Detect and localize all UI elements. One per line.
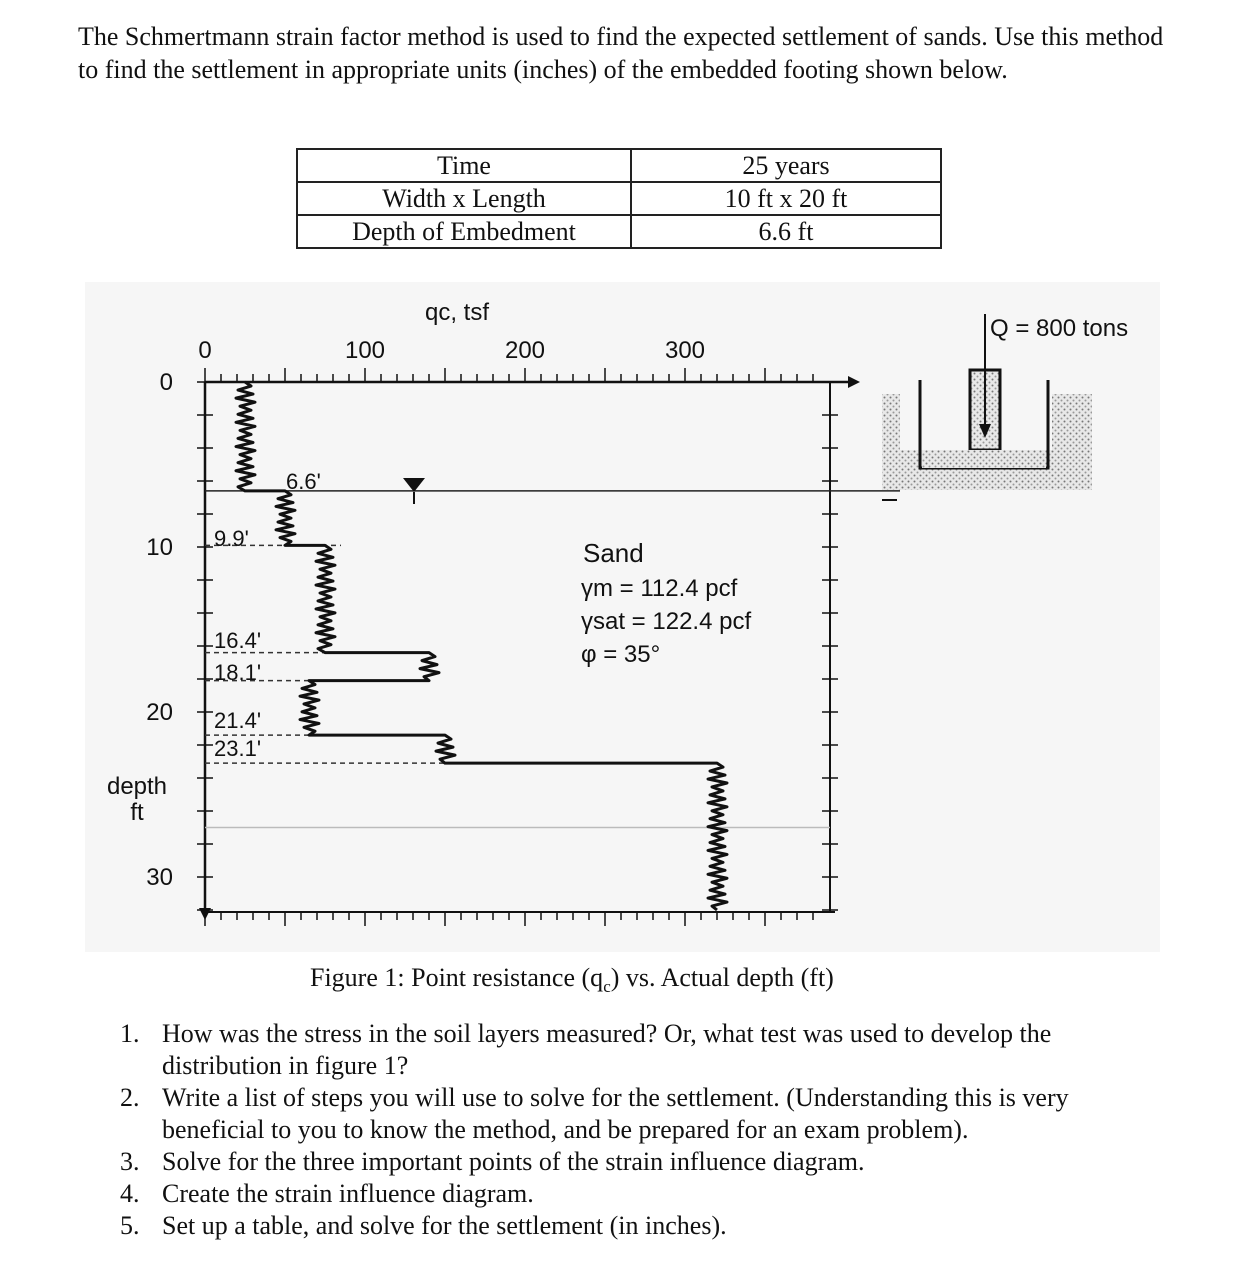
- x-tick-label: 300: [664, 337, 706, 364]
- x-axis-title: qc, tsf: [424, 299, 490, 326]
- question-item: [120, 1178, 1160, 1210]
- question-number: 4.: [120, 1179, 140, 1208]
- question-item: [120, 1082, 1160, 1146]
- water-table-icon: [403, 478, 425, 492]
- y-axis-unit: ft: [130, 799, 144, 826]
- caption-subscript: c: [603, 977, 611, 997]
- parameters-table: [296, 148, 942, 249]
- tick-marks: [197, 368, 838, 926]
- soil-saturated-unit-weight: γsat = 122.4 pcf: [581, 608, 752, 635]
- question-text: Solve for the three important points of the strain influence diagram.: [162, 1147, 865, 1176]
- depth-label: 16.4': [214, 628, 262, 653]
- y-axis-title: depth: [106, 773, 168, 800]
- param-value: 10 ft x 20 ft: [631, 182, 941, 215]
- cpt-figure: [85, 282, 1160, 952]
- table-row: [297, 215, 941, 248]
- question-item: [120, 1146, 1160, 1178]
- y-tick-label: 30: [146, 864, 173, 891]
- question-list: [120, 1018, 1160, 1242]
- param-value: 6.6 ft: [631, 215, 941, 248]
- depth-label: 18.1': [214, 660, 262, 685]
- question-text: Set up a table, and solve for the settlement (in inches).: [162, 1211, 727, 1240]
- soil-friction-angle: φ = 35°: [581, 641, 661, 668]
- y-tick-label: 20: [146, 699, 173, 726]
- question-number: 2.: [120, 1083, 140, 1112]
- cpt-chart: [85, 282, 1160, 952]
- depth-label: 23.1': [214, 736, 262, 761]
- x-tick-label: 200: [504, 337, 546, 364]
- layer-lines: [205, 491, 900, 828]
- table-row: [297, 149, 941, 182]
- question-number: 1.: [120, 1019, 140, 1048]
- x-tick-label: 0: [198, 337, 212, 364]
- table-row: [297, 182, 941, 215]
- param-label: Time: [297, 149, 631, 182]
- depth-label: 6.6': [286, 469, 321, 494]
- y-tick-label: 0: [159, 369, 173, 396]
- soil-name: Sand: [583, 538, 644, 568]
- y-tick-label: 10: [146, 534, 173, 561]
- load-label: Q = 800 tons: [990, 315, 1129, 342]
- question-text: Write a list of steps you will use to solve for the settlement. (Understanding this is very beneficial to you to know the method, and be prepared for an exam problem).: [162, 1083, 1069, 1144]
- x-axis-arrow-icon: [848, 376, 860, 388]
- param-label: Width x Length: [297, 182, 631, 215]
- question-number: 5.: [120, 1211, 140, 1240]
- question-number: 3.: [120, 1147, 140, 1176]
- param-value: 25 years: [631, 149, 941, 182]
- axes: [199, 376, 860, 920]
- caption-prefix: Figure 1: Point resistance (q: [310, 963, 604, 992]
- question-item: [120, 1210, 1160, 1242]
- figure-caption: [310, 962, 834, 1003]
- param-label: Depth of Embedment: [297, 215, 631, 248]
- soil-unit-weight: γm = 112.4 pcf: [581, 575, 738, 602]
- problem-intro: The Schmertmann strain factor method is used to find the expected settlement of sands. Use this method to find the settlement in appropriate units (inches) of the embedded footing shown below.: [78, 22, 1164, 84]
- depth-label: 9.9': [214, 526, 249, 551]
- footing-base: [922, 450, 1046, 468]
- question-text: Create the strain influence diagram.: [162, 1179, 534, 1208]
- caption-suffix: ) vs. Actual depth (ft): [610, 963, 834, 992]
- question-text: How was the stress in the soil layers measured? Or, what test was used to develop the distribution in figure 1?: [162, 1019, 1052, 1080]
- depth-label: 21.4': [214, 708, 262, 733]
- x-tick-label: 100: [344, 337, 386, 364]
- question-item: [120, 1018, 1160, 1082]
